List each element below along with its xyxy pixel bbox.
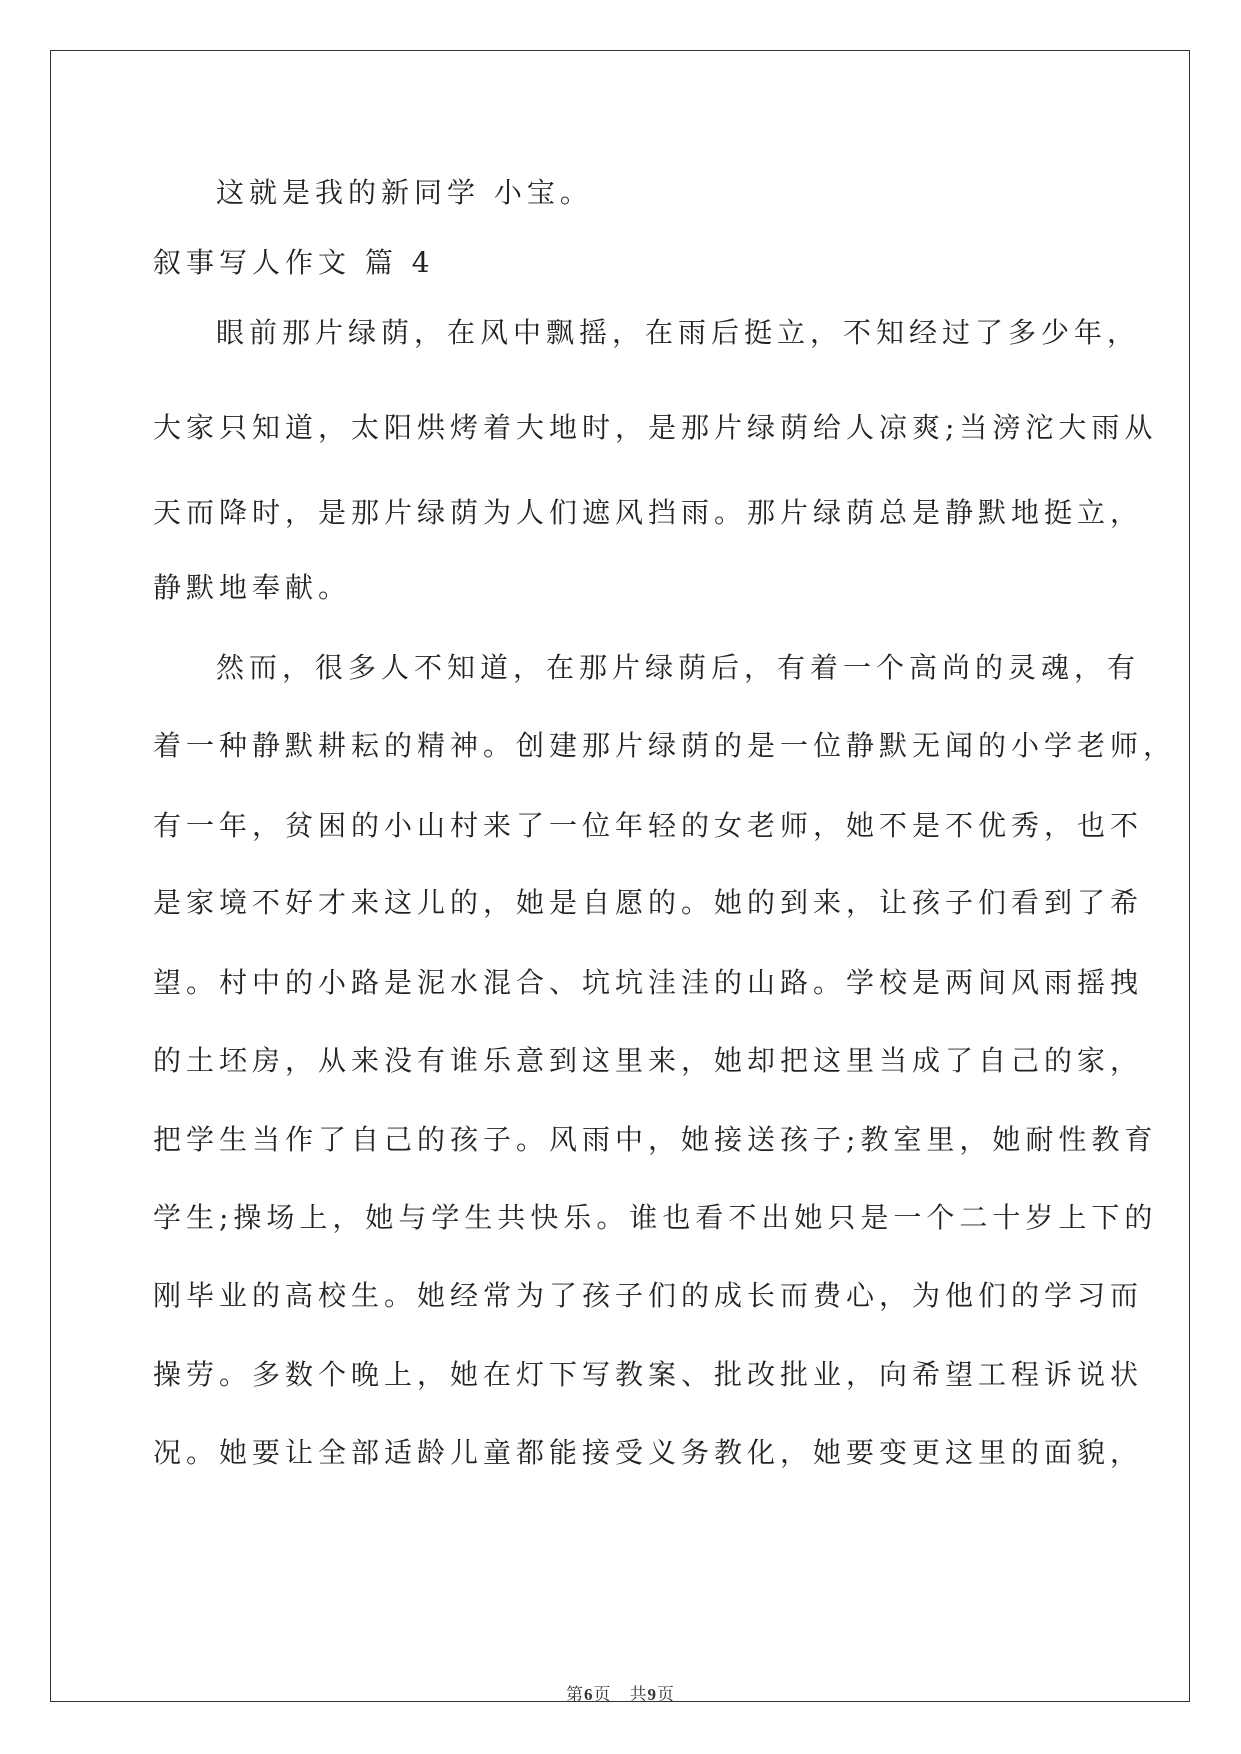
- page-footer: [0, 1680, 1241, 1705]
- footer-suffix: 页: [657, 1685, 675, 1705]
- current-page-number: 6: [584, 1685, 594, 1704]
- paragraph-2-line-4: 是家境不好才来这儿的，她是自愿的。她的到来，让孩子们看到了希: [153, 886, 1144, 919]
- paragraph-2-line-5: 望。村中的小路是泥水混合、坑坑洼洼的山路。学校是两间风雨摇拽: [153, 966, 1144, 999]
- closing-sentence: 这就是我的新同学 小宝。: [216, 176, 593, 209]
- paragraph-1-line-2: 大家只知道，太阳烘烤着大地时，是那片绿荫给人凉爽;当滂沱大雨从: [153, 411, 1158, 444]
- paragraph-2-line-3: 有一年，贫困的小山村来了一位年轻的女老师，她不是不优秀，也不: [153, 809, 1144, 842]
- total-page-count: 9: [647, 1685, 657, 1704]
- paragraph-1-line-1: 眼前那片绿荫，在风中飘摇，在雨后挺立，不知经过了多少年，: [216, 316, 1141, 349]
- paragraph-2-line-1: 然而，很多人不知道，在那片绿荫后，有着一个高尚的灵魂，有: [216, 651, 1141, 684]
- paragraph-2-line-6: 的土坯房，从来没有谁乐意到这里来，她却把这里当成了自己的家，: [153, 1044, 1144, 1077]
- footer-prefix: 第: [566, 1685, 584, 1705]
- section-heading: 叙事写人作文 篇 4: [153, 246, 435, 279]
- paragraph-2-line-11: 况。她要让全部适龄儿童都能接受义务教化，她要变更这里的面貌，: [153, 1436, 1144, 1469]
- paragraph-2-line-10: 操劳。多数个晚上，她在灯下写教案、批改批业，向希望工程诉说状: [153, 1358, 1144, 1391]
- paragraph-1-line-4: 静默地奉献。: [153, 571, 352, 604]
- paragraph-2-line-9: 刚毕业的高校生。她经常为了孩子们的成长而费心，为他们的学习而: [153, 1279, 1144, 1312]
- paragraph-2-line-2: 着一种静默耕耘的精神。创建那片绿荫的是一位静默无闻的小学老师，: [153, 729, 1177, 762]
- paragraph-1-line-3: 天而降时，是那片绿荫为人们遮风挡雨。那片绿荫总是静默地挺立，: [153, 496, 1144, 529]
- paragraph-2-line-8: 学生;操场上，她与学生共快乐。谁也看不出她只是一个二十岁上下的: [153, 1201, 1158, 1234]
- footer-middle: 页 共: [593, 1685, 648, 1705]
- paragraph-2-line-7: 把学生当作了自己的孩子。风雨中，她接送孩子;教室里，她耐性教育: [153, 1123, 1158, 1156]
